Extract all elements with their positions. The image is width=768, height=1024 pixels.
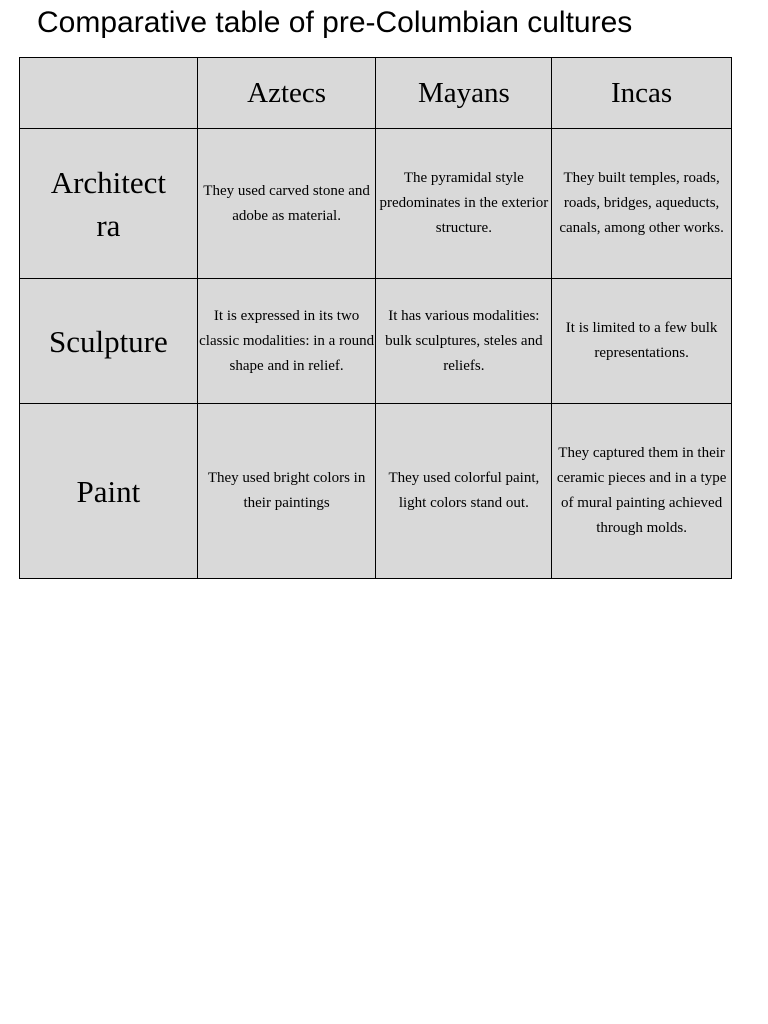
page-title: Comparative table of pre-Columbian cultures (37, 6, 633, 39)
column-header-mayans: Mayans (376, 58, 552, 129)
table-cell: They captured them in their ceramic pieces and in a type of mural painting achieved through molds. (552, 404, 732, 579)
table-row (20, 279, 732, 404)
header-corner-cell (20, 58, 198, 129)
row-header-architecture: Architect ra (20, 129, 198, 279)
table-cell: It is expressed in its two classic modalities: in a round shape and in relief. (197, 279, 376, 404)
table-cell: It has various modalities: bulk sculptures, steles and reliefs. (376, 279, 552, 404)
column-header-incas: Incas (552, 58, 732, 129)
table-header-row (20, 58, 732, 129)
table-cell: They used bright colors in their paintings (197, 404, 376, 579)
column-header-aztecs: Aztecs (197, 58, 376, 129)
table-cell: They built temples, roads, roads, bridges, aqueducts, canals, among other works. (552, 129, 732, 279)
row-header-paint: Paint (20, 404, 198, 579)
table-cell: The pyramidal style predominates in the exterior structure. (376, 129, 552, 279)
table-cell: They used colorful paint, light colors stand out. (376, 404, 552, 579)
table-row (20, 129, 732, 279)
row-header-sculpture: Sculpture (20, 279, 198, 404)
comparison-table (19, 57, 732, 579)
table-row (20, 404, 732, 579)
table-cell: It is limited to a few bulk representations. (552, 279, 732, 404)
table-cell: They used carved stone and adobe as material. (197, 129, 376, 279)
